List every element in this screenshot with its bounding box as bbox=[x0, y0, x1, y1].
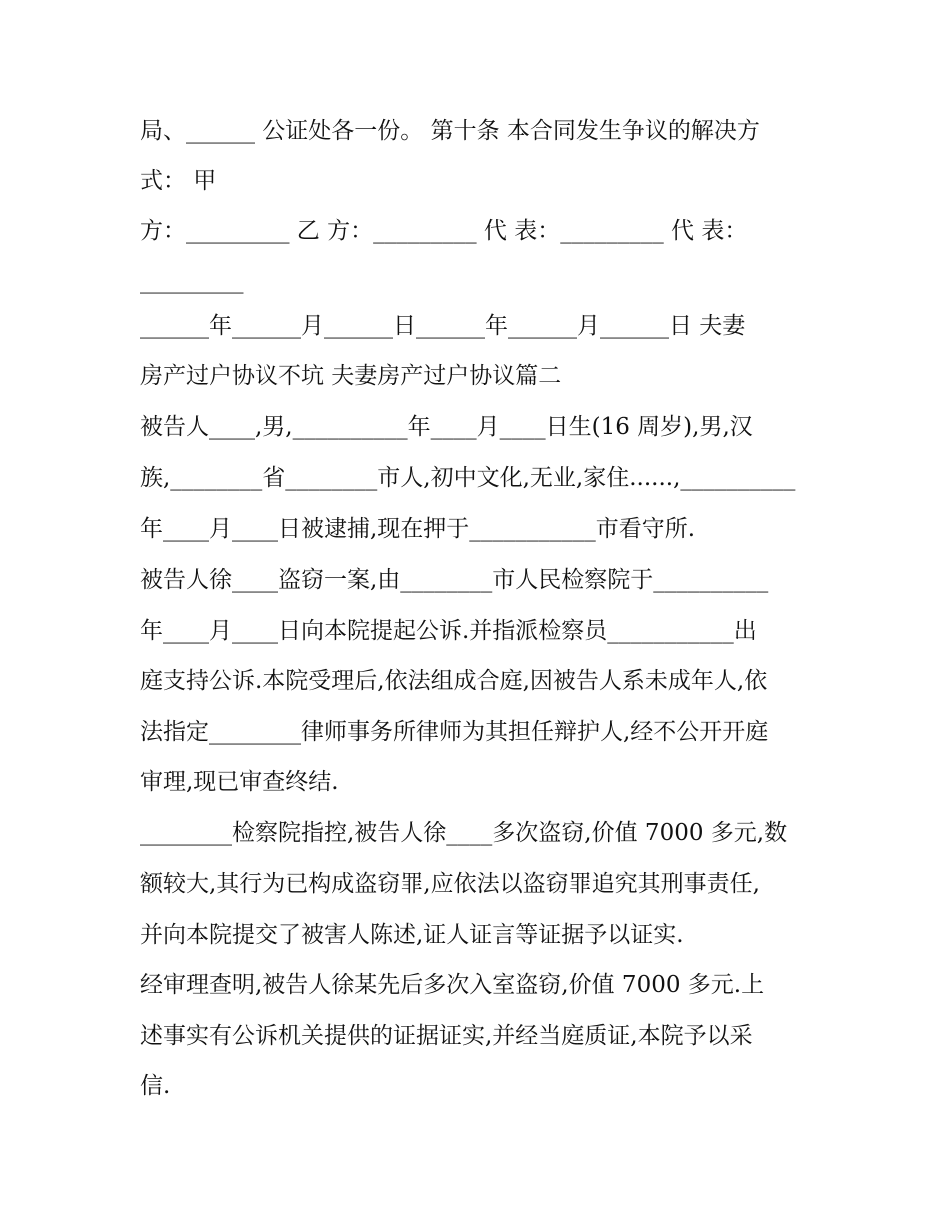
text-line: 方：_________ 乙 方：_________ 代 表：_________ 代 表： bbox=[140, 218, 748, 244]
text-line: 庭支持公诉.本院受理后,依法组成合庭,因被告人系未成年人,依 bbox=[140, 668, 768, 694]
text-line: 被告人____,男,__________年____月____日生(16 周岁),男,汉 bbox=[140, 414, 753, 440]
text-line: 法指定________律师事务所律师为其担任辩护人,经不公开开庭 bbox=[140, 719, 769, 745]
text-line: 信. bbox=[140, 1073, 171, 1099]
text-line: 式： 甲 bbox=[140, 168, 217, 194]
text-line: 局、______ 公证处各一份。 第十条 本合同发生争议的解决方 bbox=[140, 118, 760, 144]
text-line: ________检察院指控,被告人徐____多次盗窃,价值 7000 多元,数 bbox=[140, 820, 788, 846]
text-line: ______年______月______日______年______月______日 夫妻 bbox=[140, 313, 746, 339]
text-line: 被告人徐____盗窃一案,由________市人民检察院于__________ bbox=[140, 567, 769, 593]
text-line: 审理,现已审查终结. bbox=[140, 769, 339, 795]
text-line: 年____月____日向本院提起公诉.并指派检察员___________出 bbox=[140, 618, 757, 644]
text-line: 房产过户协议不坑 夫妻房产过户协议篇二 bbox=[140, 363, 562, 389]
text-line: 述事实有公诉机关提供的证据证实,并经当庭质证,本院予以采 bbox=[140, 1023, 753, 1049]
text-line: _________ bbox=[140, 268, 244, 294]
text-line: 并向本院提交了被害人陈述,证人证言等证据予以证实. bbox=[140, 922, 684, 948]
text-line: 年____月____日被逮捕,现在押于___________市看守所. bbox=[140, 516, 696, 542]
text-line: 经审理查明,被告人徐某先后多次入室盗窃,价值 7000 多元.上 bbox=[140, 972, 765, 998]
text-line: 额较大,其行为已构成盗窃罪,应依法以盗窃罪追究其刑事责任, bbox=[140, 871, 760, 897]
text-line: 族,________省________市人,初中文化,无业,家住......,__________ bbox=[140, 465, 796, 491]
